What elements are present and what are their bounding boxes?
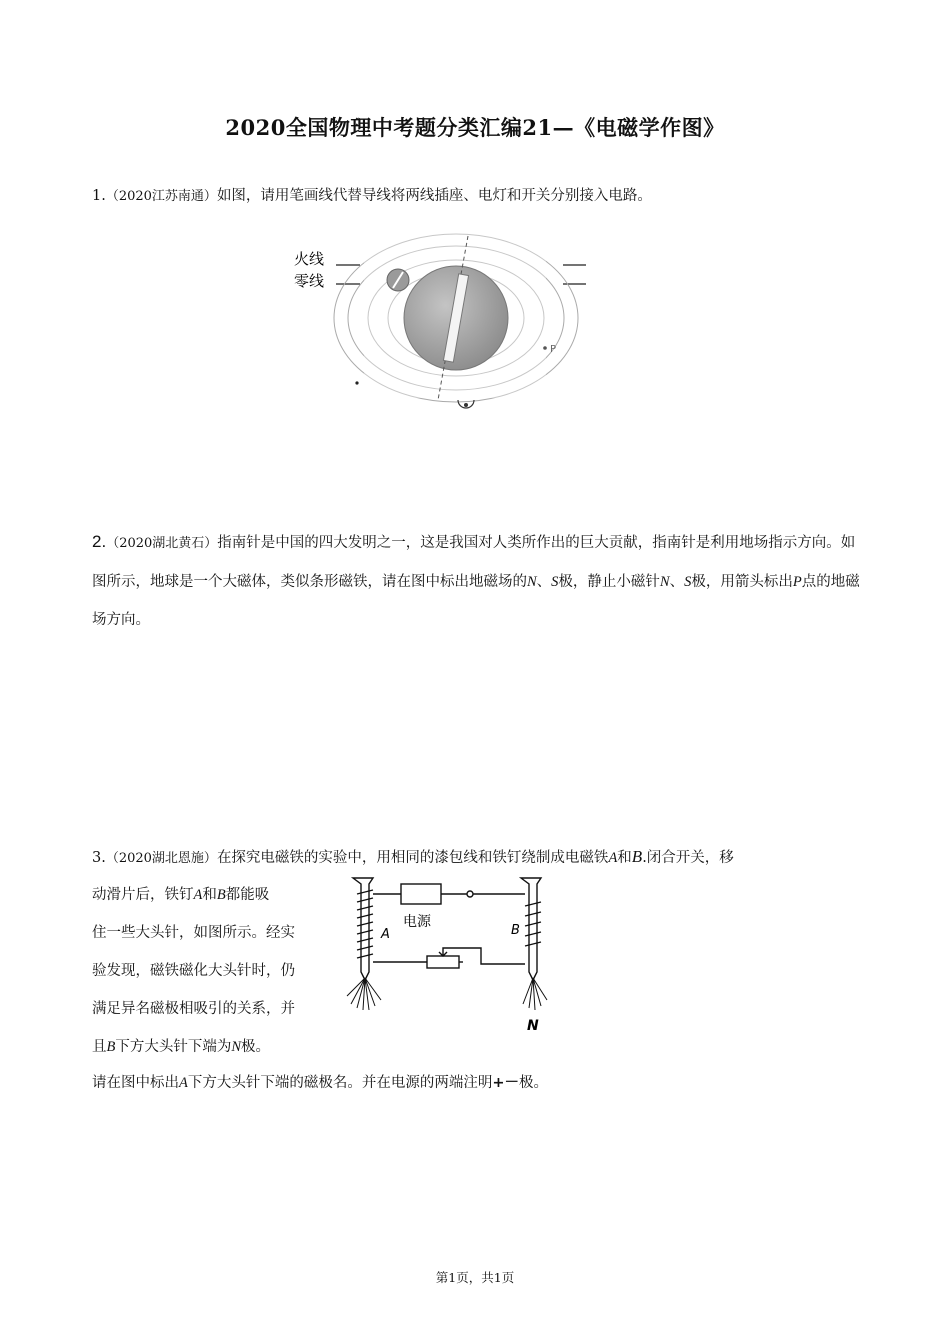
- point-p-label: P: [550, 344, 557, 355]
- question-3-source: （2020湖北恩施）: [105, 851, 217, 866]
- q3-line-5: [92, 1028, 342, 1066]
- q3-line-5-b: 下方大头针下端为: [115, 1039, 232, 1055]
- q3-line-5-c: 极。: [241, 1039, 271, 1055]
- q3-line-1-and: 和: [202, 887, 217, 903]
- q3-line-1-symbol-a: A: [193, 887, 203, 903]
- question-2-text-a: 指南针是中国的四大发明之一，这是我国对人类所作出的巨大贡献，指南针是利用地场指示方向。如图所示，地球是一个大磁体，类似条形磁铁，请在图中标出地磁场的: [92, 535, 856, 590]
- neutral-wire-label: 零线: [294, 272, 325, 290]
- q2-symbol-s-2: S: [684, 574, 692, 590]
- q2-symbol-s: S: [551, 574, 559, 590]
- label-n: N: [527, 1018, 539, 1034]
- rheostat: [427, 956, 459, 968]
- q3-line-1: [92, 876, 342, 914]
- earth-magnetic-field-figure: [280, 228, 610, 428]
- q3-line-5-a: 且: [92, 1039, 107, 1055]
- q3-line-1-b: 都能吸: [225, 887, 270, 903]
- power-supply-label: 电源: [403, 914, 431, 930]
- question-3-number: 3.: [92, 850, 106, 866]
- question-2-source: （2020湖北黄石）: [106, 536, 218, 551]
- question-1: [92, 178, 862, 215]
- point-p: [543, 346, 547, 350]
- q3-line-3: 验发现，磁铁磁化大头针时，仍: [92, 963, 295, 979]
- q3-symbol-b: B: [631, 847, 643, 866]
- q3-line-5-symbol-b: B: [106, 1039, 116, 1055]
- question-1-text: 如图，请用笔画线代替导线将两线插座、电灯和开关分别接入电路。: [216, 188, 652, 204]
- q2-sep-2: 、: [669, 574, 685, 590]
- nail-a: [353, 878, 373, 980]
- q3-line-1-symbol-b: B: [216, 887, 226, 903]
- electromagnet-circuit-figure: [345, 872, 565, 1037]
- bulb-dot: [464, 403, 468, 407]
- q3-tail-symbol-a: A: [179, 1075, 188, 1091]
- pins-a: [347, 978, 381, 1010]
- question-2-text-c: 极，用箭头标出: [691, 574, 793, 590]
- question-2: [92, 523, 862, 639]
- q3-line-2: 住一些大头针，如图所示。经实: [92, 925, 295, 941]
- pins-b: [523, 978, 547, 1010]
- q2-symbol-n-2: N: [659, 574, 670, 590]
- question-2-text-b: 极，静止小磁针: [558, 574, 660, 590]
- q3-line-1-a: 动滑片后，铁钉: [92, 887, 194, 903]
- question-3-text-b: .闭合开关，移: [642, 850, 734, 866]
- switch-terminal: [467, 891, 473, 897]
- question-2-number: 2.: [92, 532, 107, 551]
- question-3-tail: [92, 1064, 862, 1102]
- q3-symbol-a: A: [608, 850, 618, 866]
- page-title: 2020全国物理中考题分类汇编21—《电磁学作图》: [225, 115, 725, 140]
- label-b: B: [511, 923, 520, 938]
- page-footer: 第1页，共1页: [435, 1270, 515, 1285]
- q3-plus-minus: +－: [492, 1075, 520, 1091]
- q3-tail-a: 请在图中标出: [92, 1075, 179, 1091]
- coil-b: [525, 902, 541, 946]
- q2-symbol-p: P: [792, 574, 802, 590]
- q3-and: 和: [617, 850, 632, 866]
- nail-b: [521, 878, 541, 980]
- power-supply: [401, 884, 441, 904]
- q3-line-4: 满足异名磁极相吸引的关系，并: [92, 1001, 295, 1017]
- question-1-source: （2020江苏南通）: [105, 189, 217, 204]
- q2-symbol-n: N: [527, 574, 537, 590]
- question-2-text-d: 点的地磁场方向。: [92, 574, 860, 628]
- question-1-number: 1.: [92, 188, 106, 204]
- q2-sep: 、: [536, 574, 552, 590]
- coil-a: [357, 890, 373, 958]
- q3-tail-c: 极。: [519, 1075, 549, 1091]
- label-a: A: [381, 927, 390, 942]
- q3-tail-b: 下方大头针下端的磁极名。并在电源的两端注明: [187, 1075, 493, 1091]
- small-mark: [355, 381, 358, 384]
- question-3-text-a: 在探究电磁铁的实验中，用相同的漆包线和铁钉绕制成电磁铁: [216, 850, 609, 866]
- live-wire-label: 火线: [294, 250, 325, 268]
- question-3-wrapped-text: [92, 876, 342, 1066]
- q3-line-5-symbol-n: N: [231, 1039, 242, 1055]
